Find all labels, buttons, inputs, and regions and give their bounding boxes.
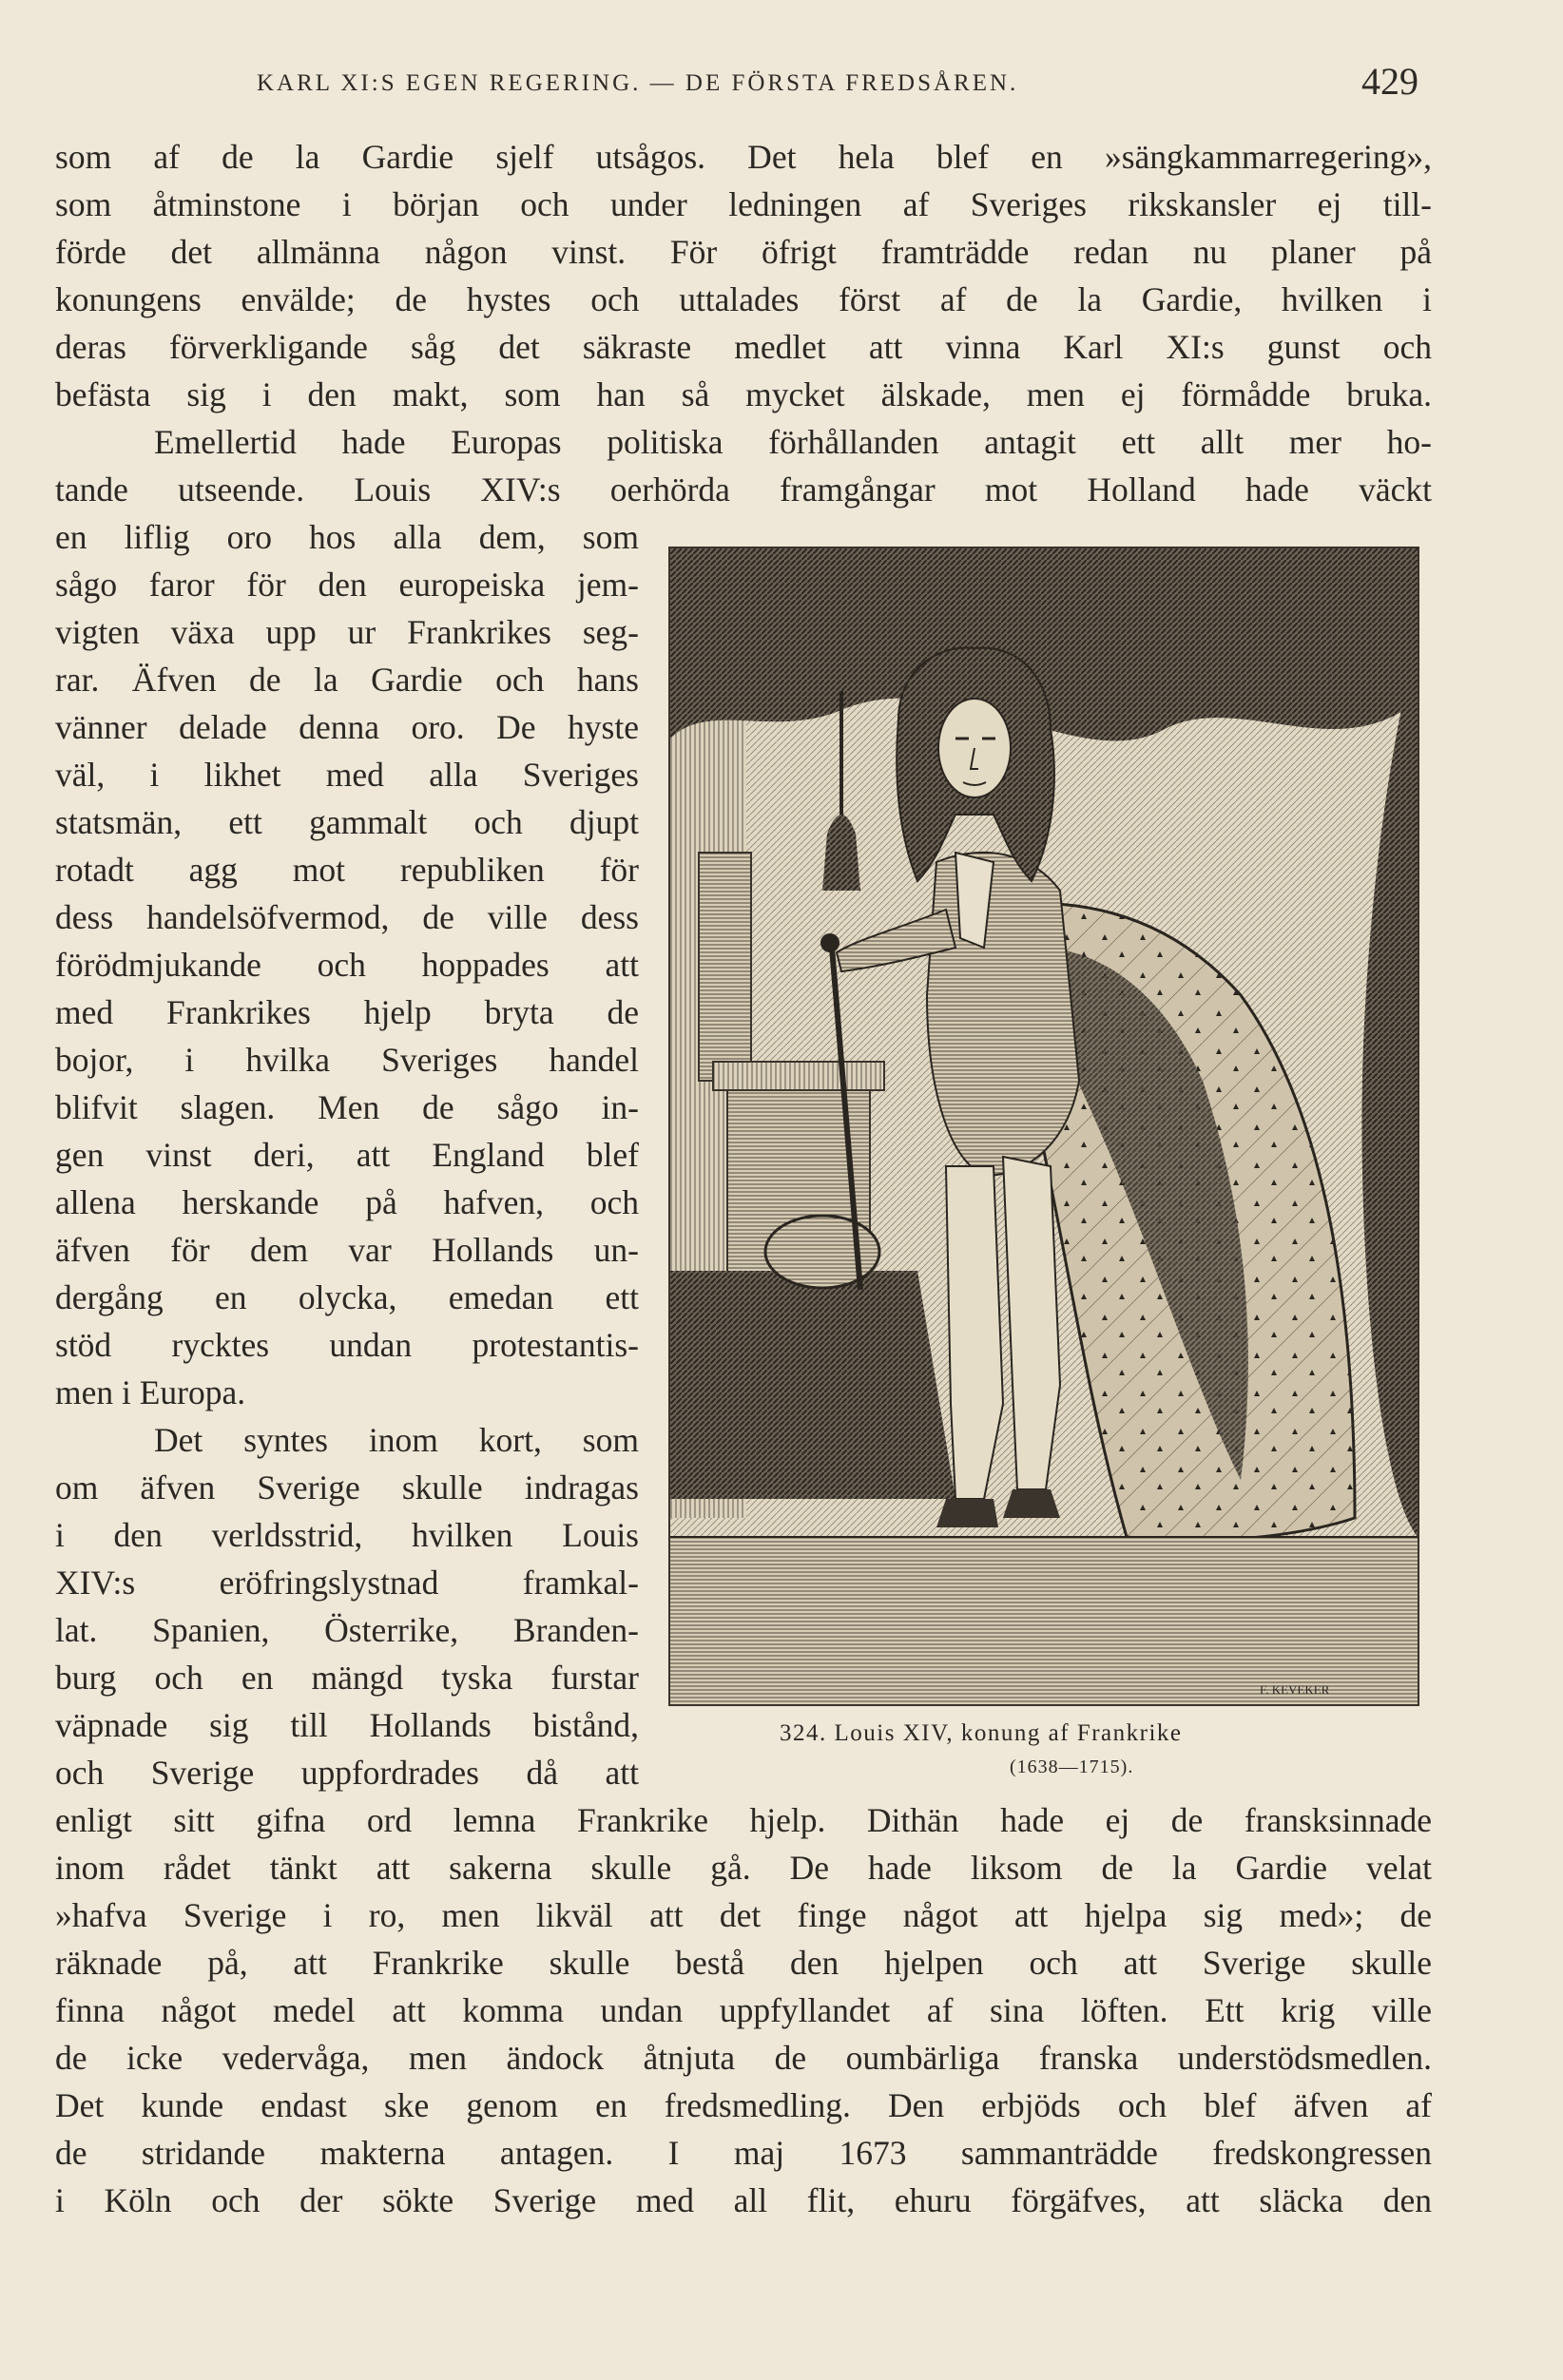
text-line: vänner delade denna oro. De hyste bbox=[55, 708, 639, 746]
text-line: finna något medel att komma undan uppfyllandet af sina löften. Ett krig ville bbox=[55, 1991, 1432, 2029]
text-line: dess handelsöfvermod, de ville dess bbox=[55, 898, 639, 936]
text-line: men i Europa. bbox=[55, 1373, 246, 1411]
text-line: tande utseende. Louis XIV:s oerhörda framgångar mot Holland hade väckt bbox=[55, 470, 1432, 509]
text-line: befästa sig i den makt, som han så mycket älskade, men ej förmådde bruka. bbox=[55, 375, 1432, 413]
text-line: i den verldsstrid, hvilken Louis bbox=[55, 1516, 639, 1554]
text-line: burg och en mängd tyska furstar bbox=[55, 1659, 639, 1697]
text-line: allena herskande på hafven, och bbox=[55, 1183, 639, 1221]
text-line: gen vinst deri, att England blef bbox=[55, 1136, 639, 1174]
text-line: om äfven Sverige skulle indragas bbox=[55, 1468, 639, 1507]
text-line: XIV:s eröfringslystnad framkal- bbox=[55, 1564, 639, 1602]
running-head bbox=[0, 59, 1563, 106]
text-line: som åtminstone i början och under ledningen af Sveriges rikskansler ej till- bbox=[55, 185, 1432, 223]
text-line: vigten växa upp ur Frankrikes seg- bbox=[55, 613, 639, 651]
text-line: inom rådet tänkt att sakerna skulle gå. De hade liksom de la Gardie velat bbox=[55, 1849, 1432, 1887]
figure-caption-dates: (1638—1715). bbox=[1010, 1756, 1134, 1777]
text-line: enligt sitt gifna ord lemna Frankrike hjelp. Dithän hade ej de fransksinnade bbox=[55, 1801, 1432, 1839]
text-line: deras förverkligande såg det säkraste medlet att vinna Karl XI:s gunst och bbox=[55, 328, 1432, 366]
text-line: dergång en olycka, emedan ett bbox=[55, 1278, 639, 1316]
text-line: Det syntes inom kort, som bbox=[154, 1421, 639, 1459]
text-line: konungens envälde; de hystes och uttalades först af de la Gardie, hvilken i bbox=[55, 280, 1432, 318]
text-line: »hafva Sverige i ro, men likväl att det finge något att hjelpa sig med»; de bbox=[55, 1896, 1432, 1934]
portrait-engraving bbox=[668, 547, 1419, 1706]
page-number: 429 bbox=[1361, 60, 1418, 103]
text-line: Emellertid hade Europas politiska förhållanden antagit ett allt mer ho- bbox=[154, 423, 1432, 461]
text-line: rotadt agg mot republiken för bbox=[55, 851, 639, 889]
engraver-signature: F. KEVEKER bbox=[1260, 1682, 1330, 1697]
running-title: KARL XI:S EGEN REGERING. — DE FÖRSTA FREDSÅREN. bbox=[257, 70, 1019, 96]
text-line: de icke vedervåga, men ändock åtnjuta de oumbärliga franska understödsmedlen. bbox=[55, 2039, 1432, 2077]
text-line: Det kunde endast ske genom en fredsmedling. Den erbjöds och blef äfven af bbox=[55, 2086, 1432, 2124]
text-line: lat. Spanien, Österrike, Branden- bbox=[55, 1611, 639, 1649]
text-line: de stridande makterna antagen. I maj 1673 sammanträdde fredskongressen bbox=[55, 2134, 1432, 2172]
text-line: bojor, i hvilka Sveriges handel bbox=[55, 1041, 639, 1079]
text-line: rar. Äfven de la Gardie och hans bbox=[55, 661, 639, 699]
text-line: en liflig oro hos alla dem, som bbox=[55, 518, 639, 556]
text-line: stöd rycktes undan protestantis- bbox=[55, 1326, 639, 1364]
text-line: med Frankrikes hjelp bryta de bbox=[55, 993, 639, 1031]
text-line: äfven för dem var Hollands un- bbox=[55, 1231, 639, 1269]
figure-caption: 324. Louis XIV, konung af Frankrike bbox=[780, 1720, 1183, 1746]
text-line: blifvit slagen. Men de sågo in- bbox=[55, 1088, 639, 1126]
portrait-illustration bbox=[670, 548, 1418, 1704]
text-line: räknade på, att Frankrike skulle bestå den hjelpen och att Sverige skulle bbox=[55, 1944, 1432, 1982]
text-line: och Sverige uppfordrades då att bbox=[55, 1754, 639, 1792]
text-line: väl, i likhet med alla Sveriges bbox=[55, 756, 639, 794]
text-line: förde det allmänna någon vinst. För öfrigt framträdde redan nu planer på bbox=[55, 233, 1432, 271]
text-line: som af de la Gardie sjelf utsågos. Det hela blef en »sängkammarregering», bbox=[55, 138, 1432, 176]
text-line: sågo faror för den europeiska jem- bbox=[55, 566, 639, 604]
text-line: i Köln och der sökte Sverige med all flit, ehuru förgäfves, att släcka den bbox=[55, 2181, 1432, 2219]
text-line: väpnade sig till Hollands bistånd, bbox=[55, 1706, 639, 1744]
text-line: statsmän, ett gammalt och djupt bbox=[55, 803, 639, 841]
text-line: förödmjukande och hoppades att bbox=[55, 946, 639, 984]
